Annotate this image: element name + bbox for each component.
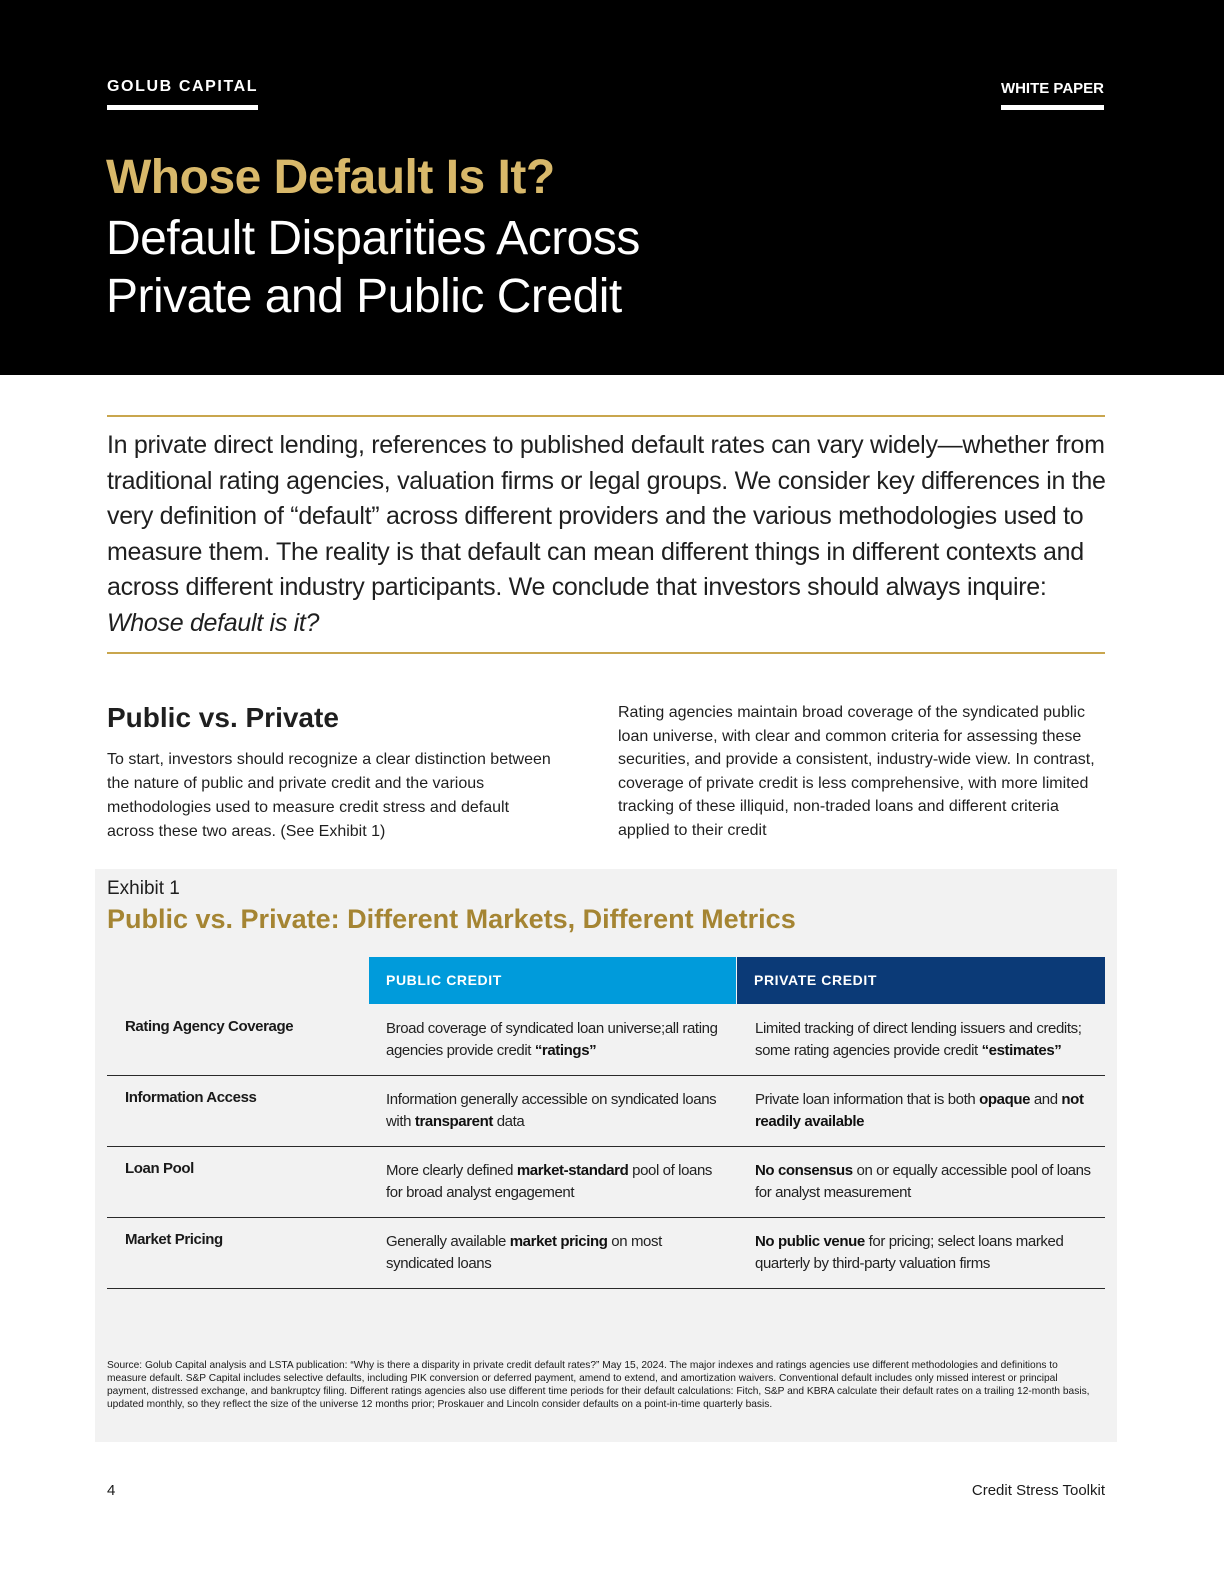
divider-bottom <box>107 652 1105 654</box>
cell-text: Information generally accessible on syndicated loans with <box>386 1091 717 1130</box>
emphasized-text: not readily available <box>755 1091 1084 1130</box>
emphasized-text: transparent <box>414 1113 493 1130</box>
cell-text: on or equally accessible pool of loans for analyst measurement <box>755 1162 1091 1201</box>
page-subtitle <box>106 210 1006 326</box>
cell-text: Broad coverage of syndicated loan universe;all rating agencies provide credit <box>386 1020 718 1059</box>
exhibit-label: Exhibit 1 <box>107 878 180 899</box>
intro-text: In private direct lending, references to published default rates can vary widely—whether from traditional rating agencies, valuation firms or legal groups. We consider key differences in the very definition of “default” across different providers and the various methodologies used to measure them. The reality is that default can mean different things in different contexts and across different industry participants. We conclude that investors should always inquire: <box>107 431 1106 601</box>
cell-text: pool of loans for broad analyst engagement <box>386 1162 713 1201</box>
page-number: 4 <box>107 1482 116 1499</box>
emphasized-text: No consensus <box>755 1162 853 1179</box>
row-label: Loan Pool <box>125 1160 194 1177</box>
brand-logo: GOLUB CAPITAL <box>107 78 258 110</box>
cell-text: for pricing; select loans marked quarterly by third-party valuation firms <box>755 1233 1064 1272</box>
table-row <box>107 1075 1105 1147</box>
table-row <box>107 1146 1105 1218</box>
row-label: Market Pricing <box>125 1231 223 1248</box>
column-header-private: PRIVATE CREDIT <box>737 957 1105 1004</box>
private-cell <box>755 1160 1100 1204</box>
document-type-label: WHITE PAPER <box>1001 80 1104 110</box>
emphasized-text: “ratings” <box>534 1042 597 1059</box>
emphasized-text: “estimates” <box>981 1042 1062 1059</box>
emphasized-text: No public venue <box>755 1233 865 1250</box>
cell-text: on most syndicated loans <box>386 1233 662 1272</box>
left-column-paragraph: To start, investors should recognize a clear distinction between the nature of public and private credit and the various methodologies used to measure credit stress and default across these two areas. (See Exhibit 1) <box>107 751 551 840</box>
footer-document-title: Credit Stress Toolkit <box>971 1482 1105 1499</box>
intro-paragraph <box>107 428 1107 641</box>
table-row <box>107 1004 1105 1076</box>
emphasized-text: market-standard <box>516 1162 629 1179</box>
private-cell <box>755 1231 1100 1275</box>
source-note: Source: Golub Capital analysis and LSTA publication: “Why is there a disparity in private credit default rates?” May 15, 2024. The major indexes and ratings agencies use different methodologies and definitions to measure default. S&P Capital includes selective defaults, including PIK conversion or deferred payment, amend to extend, and amortization waivers. Conventional default includes only missed interest or principal payment, distressed exchange, and bankruptcy filing. Different ratings agencies also use different time periods for their default calculations: Fitch, S&P and KBRA calculate their default rates on a trailing 12-month basis, updated monthly, so they reflect the size of the universe 12 months prior; Proskauer and Lincoln consider defaults on a point-in-time quarterly basis. <box>107 1360 1090 1410</box>
public-cell <box>386 1160 731 1204</box>
cell-text: Generally available <box>386 1233 510 1250</box>
row-label: Rating Agency Coverage <box>125 1018 294 1035</box>
private-cell <box>755 1018 1100 1062</box>
cell-text: and <box>1030 1091 1062 1108</box>
subtitle-line-2: Private and Public Credit <box>106 270 622 323</box>
row-label: Information Access <box>125 1089 257 1106</box>
exhibit-title: Public vs. Private: Different Markets, Different Metrics <box>107 904 796 934</box>
divider-top <box>107 415 1105 417</box>
exhibit-panel <box>95 869 1117 1442</box>
table-row <box>107 1217 1105 1289</box>
emphasized-text: opaque <box>979 1091 1031 1108</box>
private-cell <box>755 1089 1100 1133</box>
public-cell <box>386 1089 731 1133</box>
cell-text: data <box>492 1113 525 1130</box>
subtitle-line-1: Default Disparities Across <box>106 212 640 265</box>
hero-banner <box>0 0 1224 375</box>
public-cell <box>386 1018 731 1062</box>
intro-emphasis: Whose default is it? <box>107 608 320 637</box>
cell-text: Limited tracking of direct lending issuers and credits; some rating agencies provide credit <box>755 1020 1082 1059</box>
right-column-paragraph: Rating agencies maintain broad coverage of the syndicated public loan universe, with clear and common criteria for assessing these securities, and provide a consistent, industry-wide view. In contrast, coverage of private credit is less comprehensive, with more limited tracking of these illiquid, non-traded loans and different criteria applied to their credit <box>618 704 1095 839</box>
cell-text: Private loan information that is both <box>755 1091 980 1108</box>
cell-text: More clearly defined <box>386 1162 517 1179</box>
section-heading: Public vs. Private <box>107 702 339 733</box>
emphasized-text: market pricing <box>509 1233 608 1250</box>
public-cell <box>386 1231 731 1275</box>
column-header-public: PUBLIC CREDIT <box>369 957 736 1004</box>
page-title: Whose Default Is It? <box>106 151 555 204</box>
